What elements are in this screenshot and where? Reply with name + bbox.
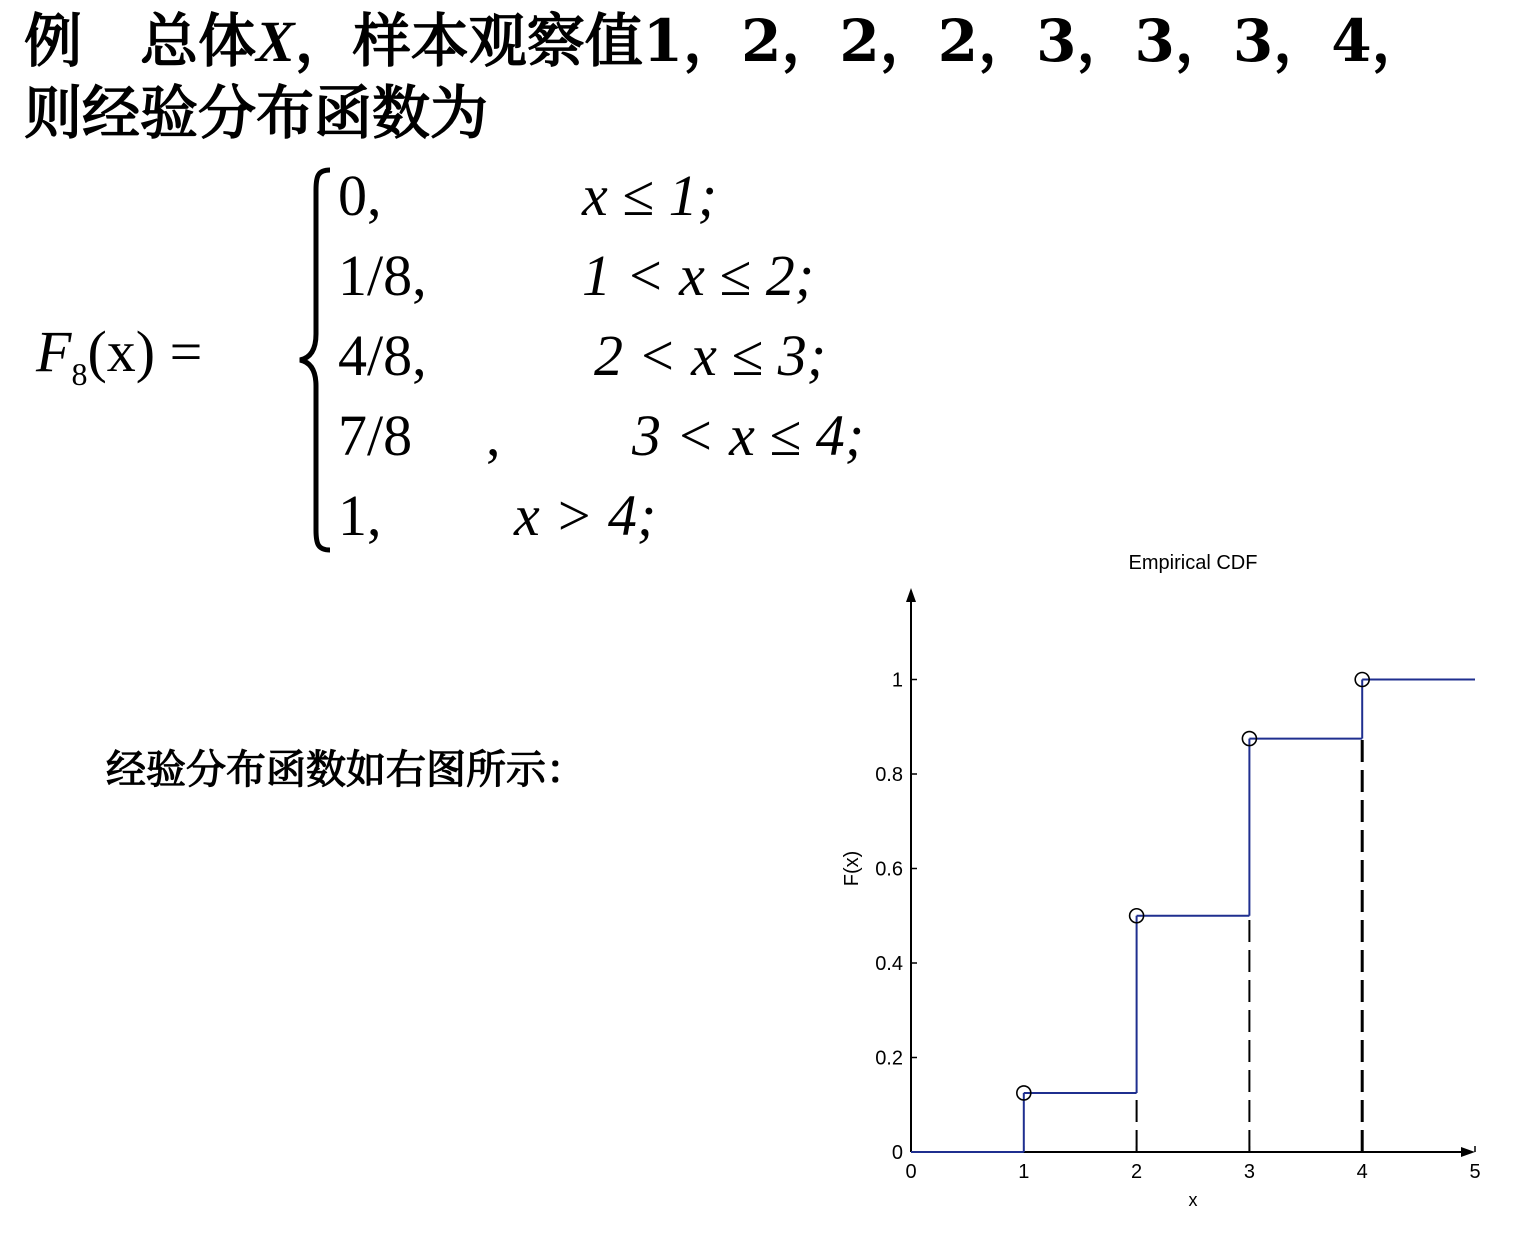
problem-line-2: 则经验分布函数为 bbox=[24, 79, 489, 147]
case-4-condition: x > 4; bbox=[514, 483, 657, 548]
case-2-value: 4/8, bbox=[338, 323, 427, 388]
chart-title: Empirical CDF bbox=[1128, 552, 1258, 574]
formula-argument: (x) = bbox=[87, 319, 203, 384]
case-2-condition: 2 < x ≤ 3; bbox=[594, 323, 827, 388]
problem-line-1 bbox=[24, 6, 1430, 77]
empirical-cdf-chart bbox=[820, 540, 1500, 1220]
x-tick-label-4: 4 bbox=[1356, 1161, 1368, 1183]
example-label: 例 bbox=[24, 7, 83, 75]
x-tick-label-1: 1 bbox=[1018, 1161, 1030, 1183]
case-3-condition: 3 < x ≤ 4; bbox=[632, 403, 865, 468]
y-axis-arrow bbox=[906, 588, 916, 602]
case-0-value: 0, bbox=[338, 163, 382, 228]
y-tick-label-5: 1 bbox=[891, 669, 903, 692]
figure-note: 经验分布函数如右图所示： bbox=[106, 747, 586, 793]
case-4-value: 1, bbox=[338, 483, 382, 548]
x-tick-label-5: 5 bbox=[1469, 1161, 1481, 1183]
intro-text: 总体 bbox=[140, 7, 257, 75]
y-tick-label-0: 0 bbox=[891, 1142, 903, 1164]
y-tick-label-1: 0.2 bbox=[875, 1047, 903, 1070]
formula-function: F bbox=[36, 319, 72, 384]
y-tick-label-2: 0.4 bbox=[875, 953, 903, 975]
y-tick-label-4: 0.8 bbox=[875, 764, 903, 786]
population-variable: X bbox=[256, 9, 295, 74]
formula-lhs bbox=[36, 318, 202, 393]
x-axis-arrow bbox=[1461, 1147, 1475, 1157]
x-axis-label: x bbox=[1188, 1190, 1198, 1210]
y-tick-label-3: 0.6 bbox=[875, 858, 903, 881]
sample-values: ，样本观察值1，2，2，2，3，3，3，4， bbox=[294, 7, 1430, 75]
case-3-comma: , bbox=[486, 403, 501, 468]
case-1-value: 1/8, bbox=[338, 243, 427, 308]
x-tick-label-3: 3 bbox=[1243, 1161, 1255, 1183]
x-tick-label-2: 2 bbox=[1131, 1161, 1143, 1183]
x-tick-label-0: 0 bbox=[905, 1161, 917, 1183]
case-0-condition: x ≤ 1; bbox=[582, 163, 717, 228]
case-3-value: 7/8 bbox=[338, 403, 413, 468]
case-1-condition: 1 < x ≤ 2; bbox=[582, 243, 815, 308]
formula-subscript: 8 bbox=[71, 356, 88, 392]
y-axis-label: F(x) bbox=[841, 850, 863, 887]
left-brace bbox=[296, 164, 336, 556]
